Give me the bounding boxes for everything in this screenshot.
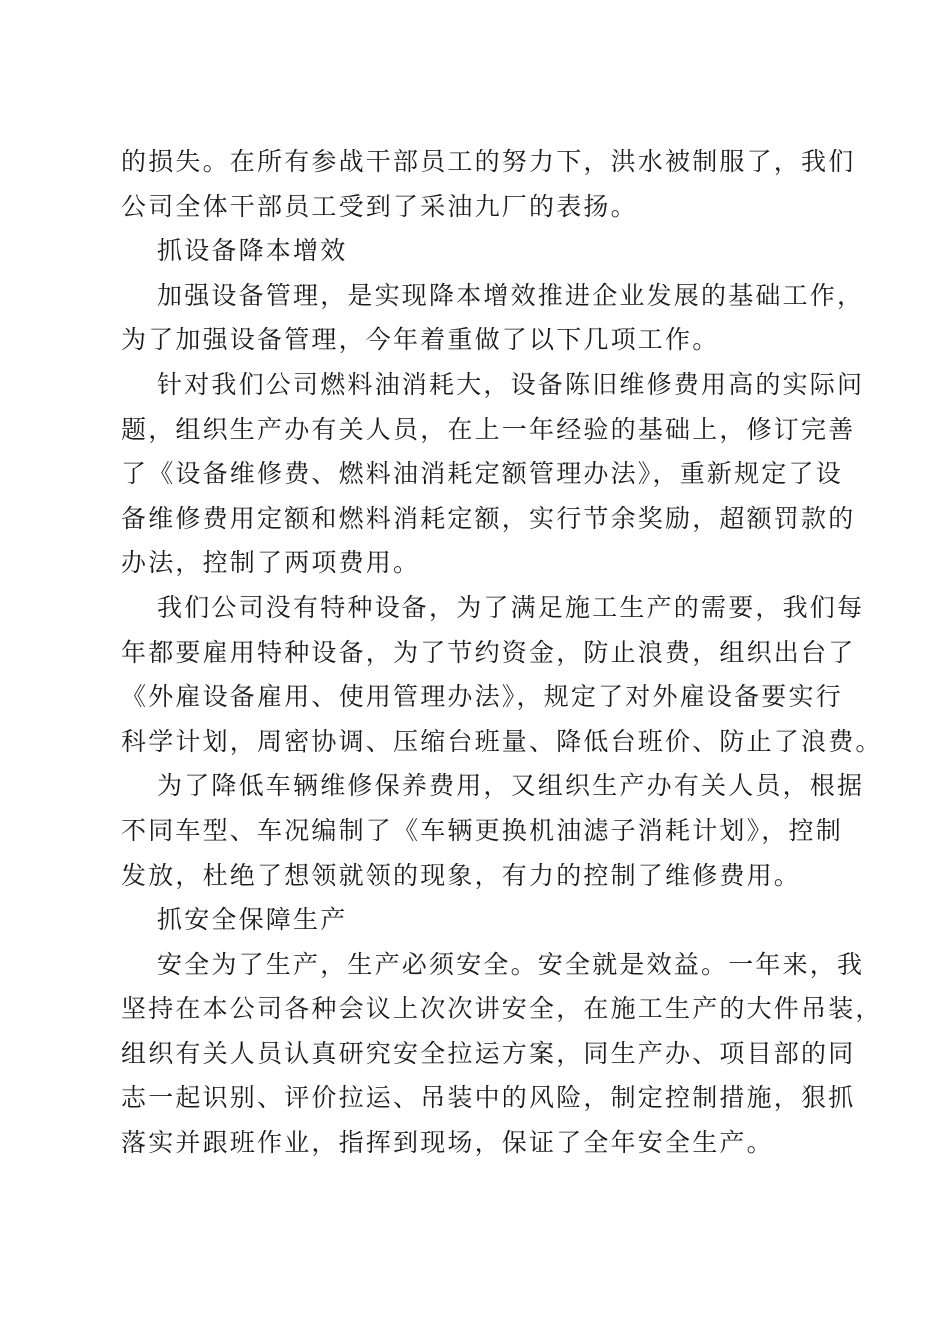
- text-line: 了《设备维修费、燃料油消耗定额管理办法》，重新规定了设: [121, 459, 843, 489]
- text-line: 办法，控制了两项费用。: [121, 548, 421, 578]
- text-line: 加强设备管理，是实现降本增效推进企业发展的基础工作，: [157, 280, 865, 310]
- document-body: [121, 140, 883, 1166]
- text-line: 科学计划，周密协调、压缩台班量、降低台班价、防止了浪费。: [121, 726, 883, 756]
- text-line: 安全为了生产，生产必须安全。安全就是效益。一年来，我: [157, 949, 865, 979]
- text-line: 的损失。在所有参战干部员工的努力下，洪水被制服了，我们: [121, 147, 856, 176]
- text-line: 《外雇设备雇用、使用管理办法》，规定了对外雇设备要实行: [121, 682, 843, 712]
- text-line: 年都要雇用特种设备，为了节约资金，防止浪费，组织出台了: [121, 637, 856, 667]
- text-line: 发放，杜绝了想领就领的现象，有力的控制了维修费用。: [121, 860, 802, 890]
- text-line: 题，组织生产办有关人员，在上一年经验的基础上，修订完善: [121, 414, 856, 444]
- text-line: 组织有关人员认真研究安全拉运方案，同生产办、项目部的同: [121, 1038, 856, 1068]
- text-line: 备维修费用定额和燃料消耗定额，实行节余奖励，超额罚款的: [121, 503, 856, 533]
- text-line: 落实并跟班作业，指挥到现场，保证了全年安全生产。: [121, 1128, 774, 1158]
- text-line: 我们公司没有特种设备，为了满足施工生产的需要，我们每: [157, 592, 865, 622]
- text-line: 不同车型、车况编制了《车辆更换机油滤子消耗计划》，控制: [121, 815, 843, 845]
- section-heading: 抓安全保障生产: [157, 905, 348, 935]
- text-line: 为了降低车辆维修保养费用，又组织生产办有关人员，根据: [157, 771, 865, 801]
- text-line: 针对我们公司燃料油消耗大，设备陈旧维修费用高的实际问: [157, 369, 865, 399]
- section-heading: 抓设备降本增效: [157, 236, 348, 266]
- text-line: 坚持在本公司各种会议上次次讲安全，在施工生产的大件吊装，: [121, 994, 883, 1024]
- text-line: 志一起识别、评价拉运、吊装中的风险，制定控制措施，狠抓: [121, 1083, 856, 1113]
- text-line: 公司全体干部员工受到了采油九厂的表扬。: [121, 191, 638, 221]
- text-line: 为了加强设备管理，今年着重做了以下几项工作。: [121, 325, 720, 355]
